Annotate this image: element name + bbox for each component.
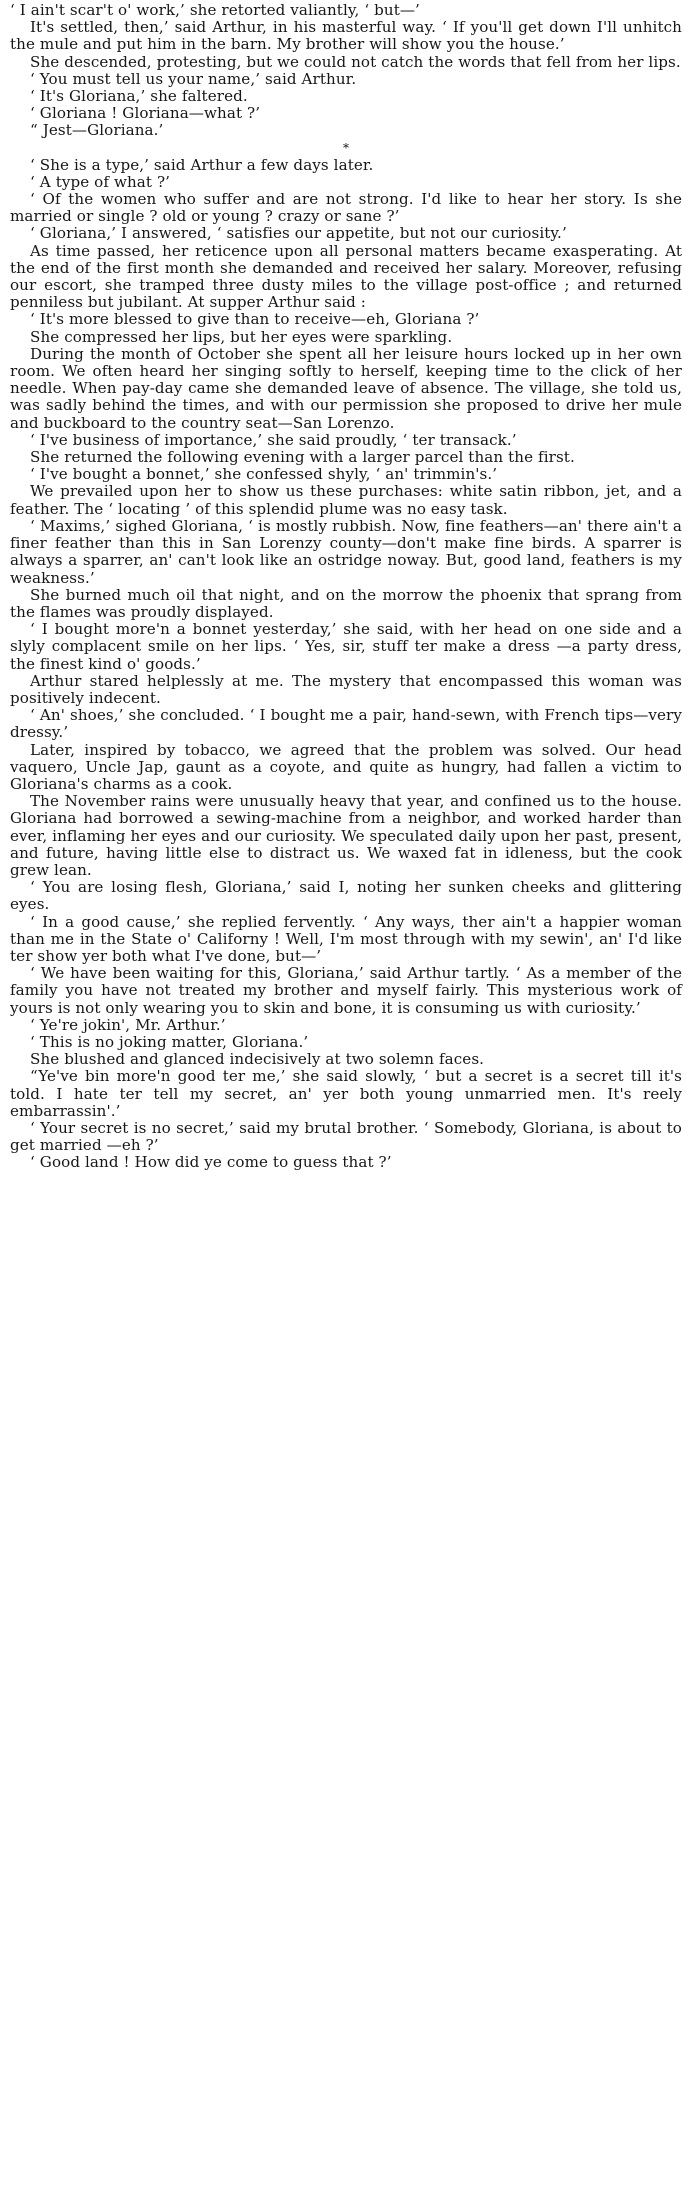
paragraph: She returned the following evening with a larger parcel than the first. xyxy=(30,448,575,467)
paragraph: ‘ It's Gloriana,’ she faltered. xyxy=(30,87,248,106)
paragraph: Arthur stared helplessly at me. The mystery that encompassed this woman was positively indecent. xyxy=(10,671,682,707)
paragraph: ‘ Of the women who suffer and are not strong. I'd like to hear her story. Is she married or single ? old or young ? crazy or sane ?’ xyxy=(10,190,682,226)
paragraph: ‘ You are losing flesh, Gloriana,’ said I, noting her sunken cheeks and glittering eyes. xyxy=(10,878,682,914)
paragraph: ‘ I've business of importance,’ she said proudly, ‘ ter transack.’ xyxy=(30,430,517,449)
paragraph: She blushed and glanced indecisively at two solemn faces. xyxy=(30,1050,485,1069)
paragraph: ‘ Maxims,’ sighed Gloriana, ‘ is mostly rubbish. Now, fine feathers—an' there ain't a finer feather than this in San Lorenzy county—don't make fine birds. A sparrer is always a sparrer, an' can't look like an ostridge noway. But, good land, feathers is my weakness.’ xyxy=(10,516,682,587)
paragraph: ‘ A type of what ?’ xyxy=(30,172,171,191)
paragraph: ‘ We have been waiting for this, Gloriana,’ said Arthur tartly. ‘ As a member of the family you have not treated my brother and myself fairly. This mysterious work of yours is not only wearing you to skin and bone, it is consuming us with curiosity.’ xyxy=(10,964,682,1017)
paragraph: During the month of October she spent all her leisure hours locked up in her own room. We often heard her singing softly to herself, keeping time to the click of her needle. When pay-day came she demanded leave of absence. The village, she told us, was sadly behind the times, and with our permission she proposed to drive her mule and buckboard to the country seat—San Lorenzo. xyxy=(10,344,682,432)
paragraph: Later, inspired by tobacco, we agreed that the problem was solved. Our head vaquero, Uncle Jap, gaunt as a coyote, and quite as hungry, had fallen a victim to Gloriana's charms as a cook. xyxy=(10,740,682,793)
paragraph: She burned much oil that night, and on the morrow the phoenix that sprang from the flames was proudly displayed. xyxy=(10,585,682,621)
paragraph: ‘ Ye're jokin', Mr. Arthur.’ xyxy=(30,1015,226,1034)
paragraph: ‘ An' shoes,’ she concluded. ‘ I bought me a pair, hand-sewn, with French tips—very dressy.’ xyxy=(10,706,682,742)
paragraph: ‘ Gloriana ! Gloriana—what ?’ xyxy=(30,104,261,123)
paragraph: The November rains were unusually heavy that year, and confined us to the house. Gloriana had borrowed a sewing-machine from a neighbor, and worked harder than ever, inflaming her eyes and our curiosity. We speculated daily upon her past, present, and future, having little else to distract us. We waxed fat in idleness, but the cook grew lean. xyxy=(10,792,682,879)
paragraph: ‘ I ain't scar't o' work,’ she retorted valiantly, ‘ but—’ xyxy=(10,1,420,19)
paragraph: ‘ Good land ! How did ye come to guess that ?’ xyxy=(30,1153,392,1172)
paragraph: ‘ Your secret is no secret,’ said my brutal brother. ‘ Somebody, Gloriana, is about to get married —eh ?’ xyxy=(10,1119,682,1155)
paragraph: It's settled, then,’ said Arthur, in his masterful way. ‘ If you'll get down I'll unhitch the mule and put him in the barn. My brother will show you the house.’ xyxy=(10,18,682,54)
paragraph: ‘ She is a type,’ said Arthur a few days later. xyxy=(30,155,374,174)
paragraph: ‘ I bought more'n a bonnet yesterday,’ she said, with her head on one side and a slyly complacent smile on her lips. ‘ Yes, sir, stuff ter make a dress —a party dress, the finest kind o' goods.’ xyxy=(10,620,682,673)
paragraph: She compressed her lips, but her eyes were sparkling. xyxy=(30,327,453,346)
paragraph: ‘ This is no joking matter, Gloriana.’ xyxy=(30,1032,309,1051)
paragraph: “ Jest—Gloriana.’ xyxy=(30,121,164,140)
section-separator: * xyxy=(343,140,349,155)
paragraph: “Ye've bin more'n good ter me,’ she said slowly, ‘ but a secret is a secret till it's told. I hate ter tell my secret, an' yer both young unmarried men. It's reely embarrassin'.’ xyxy=(10,1067,682,1120)
paragraph: As time passed, her reticence upon all personal matters became exasperating. At the end of the first month she demanded and received her salary. Moreover, refusing our escort, she tramped three dusty miles to the village post-office ; and returned penniless but jubilant. At supper Arthur said : xyxy=(10,241,682,312)
paragraph: ‘ In a good cause,’ she replied fervently. ‘ Any ways, ther ain't a happier woman than me in the State o' Californy ! Well, I'm most through with my sewin', an' I'd like ter show yer both what I've done, but—’ xyxy=(10,912,682,965)
paragraph: We prevailed upon her to show us these purchases: white satin ribbon, jet, and a feather. The ‘ locating ’ of this splendid plume was no easy task. xyxy=(10,482,682,518)
paragraph: She descended, protesting, but we could not catch the words that fell from her lips. xyxy=(30,52,681,71)
paragraph: ‘ Gloriana,’ I answered, ‘ satisfies our appetite, but not our curiosity.’ xyxy=(30,224,567,243)
paragraph: ‘ I've bought a bonnet,’ she confessed shyly, ‘ an' trimmin's.’ xyxy=(30,465,498,484)
paragraph: ‘ It's more blessed to give than to receive—eh, Gloriana ?’ xyxy=(30,310,480,329)
paragraph: ‘ You must tell us your name,’ said Arthur. xyxy=(30,69,357,88)
